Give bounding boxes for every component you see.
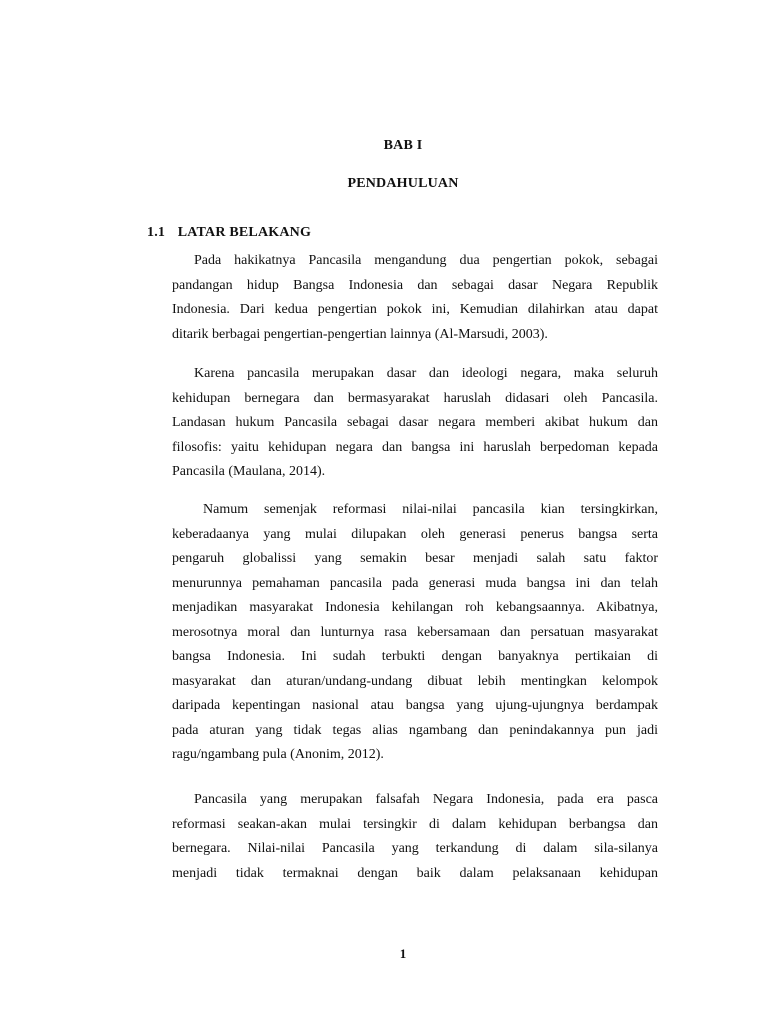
paragraph-line: bernegara. Nilai-nilai Pancasila yang terkandung di dalam sila-silanya — [172, 841, 658, 856]
paragraph-line: Landasan hukum Pancasila sebagai dasar negara memberi akibat hukum dan — [172, 415, 658, 430]
paragraph-line: merosotnya moral dan lunturnya rasa kebersamaan dan persatuan masyarakat — [172, 624, 658, 640]
page-number: 1 — [399, 946, 407, 961]
paragraph-line: ragu/ngambang pula (Anonim, 2012). — [172, 747, 384, 762]
section-title: LATAR BELAKANG — [177, 225, 312, 240]
paragraph-line: pengaruh globalissi yang semakin besar menjadi salah satu faktor — [172, 551, 658, 566]
paragraph-line: menjadi tidak termaknai dengan baik dalam pelaksanaan kehidupan — [172, 865, 658, 881]
paragraph-line: Pancasila yang merupakan falsafah Negara Indonesia, pada era pasca — [194, 792, 658, 807]
paragraph-line: menurunnya pemahaman pancasila pada generasi muda bangsa ini dan telah — [172, 575, 658, 591]
paragraph-line: Karena pancasila merupakan dasar dan ideologi negara, maka seluruh — [194, 366, 658, 381]
paragraph-4 — [172, 788, 658, 886]
paragraph-line: Pada hakikatnya Pancasila mengandung dua pengertian pokok, sebagai — [194, 253, 658, 268]
paragraph-2 — [172, 362, 658, 485]
paragraph-line: pandangan hidup Bangsa Indonesia dan sebagai dasar Negara Republik — [172, 277, 658, 293]
section-heading — [147, 225, 311, 241]
paragraph-1 — [172, 249, 658, 347]
paragraph-line: Indonesia. Dari kedua pengertian pokok ini, Kemudian dilahirkan atau dapat — [172, 302, 658, 317]
paragraph-line: pada aturan yang tidak tegas alias ngambang dan penindakannya pun jadi — [172, 722, 658, 738]
paragraph-line: filosofis: yaitu kehidupan negara dan bangsa ini haruslah berpedoman kepada — [172, 439, 658, 455]
paragraph-line: keberadaanya yang mulai dilupakan oleh generasi penerus bangsa serta — [172, 526, 658, 542]
paragraph-line: ditarik berbagai pengertian-pengertian lainnya (Al-Marsudi, 2003). — [172, 326, 548, 342]
chapter-title: PENDAHULUAN — [347, 176, 459, 191]
paragraph-line: masyarakat dan aturan/undang-undang dibuat lebih mentingkan kelompok — [172, 673, 658, 689]
paragraph-line: kehidupan bernegara dan bermasyarakat haruslah didasari oleh Pancasila. — [172, 390, 658, 406]
paragraph-line: Namum semenjak reformasi nilai-nilai pancasila kian tersingkirkan, — [203, 502, 658, 517]
paragraph-line: menjadikan masyarakat Indonesia kehilangan roh kebangsaannya. Akibatnya, — [172, 600, 658, 615]
paragraph-line: reformasi seakan-akan mulai tersingkir di dalam kehidupan berbangsa dan — [172, 816, 658, 832]
paragraph-line: Pancasila (Maulana, 2014). — [172, 464, 326, 479]
paragraph-line: daripada kepentingan nasional atau bangsa yang ujung-ujungnya berdampak — [172, 698, 658, 713]
paragraph-3 — [172, 498, 658, 768]
chapter-number: BAB I — [383, 138, 423, 153]
section-number: 1.1 — [147, 225, 166, 240]
paragraph-line: bangsa Indonesia. Ini sudah terbukti dengan banyaknya pertikaian di — [172, 649, 658, 664]
